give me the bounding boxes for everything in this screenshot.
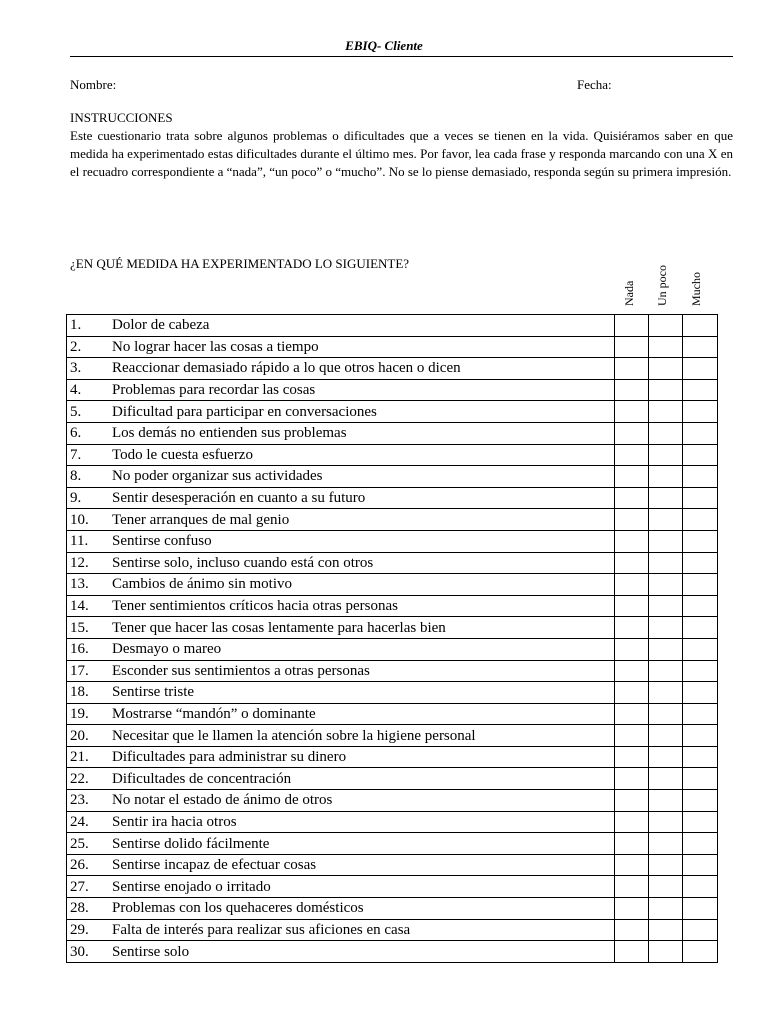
item-number: 25.: [70, 835, 89, 852]
checkbox-un-poco[interactable]: [649, 444, 683, 466]
table-row: [67, 315, 718, 337]
checkbox-un-poco[interactable]: [649, 919, 683, 941]
item-cell: [67, 919, 615, 941]
checkbox-mucho[interactable]: [683, 682, 718, 704]
table-row: [67, 703, 718, 725]
item-cell: [67, 725, 615, 747]
checkbox-un-poco[interactable]: [649, 358, 683, 380]
checkbox-un-poco[interactable]: [649, 790, 683, 812]
item-text: Falta de interés para realizar sus aficiones en casa: [112, 921, 411, 938]
checkbox-nada[interactable]: [615, 487, 649, 509]
item-text: Sentir desesperación en cuanto a su futuro: [112, 490, 366, 507]
checkbox-un-poco[interactable]: [649, 703, 683, 725]
name-label: Nombre:: [70, 77, 117, 92]
checkbox-nada[interactable]: [615, 552, 649, 574]
checkbox-un-poco[interactable]: [649, 725, 683, 747]
item-text: Sentirse dolido fácilmente: [112, 835, 270, 852]
table-row: [67, 725, 718, 747]
table-row: [67, 595, 718, 617]
item-number: 3.: [70, 360, 82, 377]
item-text: Sentir ira hacia otros: [112, 813, 237, 830]
checkbox-un-poco[interactable]: [649, 941, 683, 963]
item-cell: [67, 660, 615, 682]
column-header-nada: Nada: [622, 280, 636, 306]
table-row: [67, 530, 718, 552]
checkbox-un-poco[interactable]: [649, 595, 683, 617]
table-row: [67, 574, 718, 596]
item-number: 8.: [70, 468, 82, 485]
item-text: Tener que hacer las cosas lentamente para hacerlas bien: [112, 619, 446, 636]
checkbox-nada[interactable]: [615, 768, 649, 790]
item-number: 18.: [70, 684, 89, 701]
item-text: Sentirse incapaz de efectuar cosas: [112, 857, 317, 874]
checkbox-mucho[interactable]: [683, 898, 718, 920]
checkbox-nada[interactable]: [615, 422, 649, 444]
table-row: [67, 941, 718, 963]
checkbox-un-poco[interactable]: [649, 617, 683, 639]
item-text: Problemas para recordar las cosas: [112, 382, 316, 399]
checkbox-nada[interactable]: [615, 444, 649, 466]
checkbox-mucho[interactable]: [683, 854, 718, 876]
item-cell: [67, 854, 615, 876]
checkbox-mucho[interactable]: [683, 509, 718, 531]
checkbox-un-poco[interactable]: [649, 487, 683, 509]
item-number: 12.: [70, 554, 89, 571]
item-number: 17.: [70, 662, 89, 679]
table-row: [67, 401, 718, 423]
item-cell: [67, 703, 615, 725]
checkbox-nada[interactable]: [615, 725, 649, 747]
table-row: [67, 422, 718, 444]
questionnaire-table: [66, 314, 718, 963]
item-text: Tener arranques de mal genio: [112, 511, 290, 528]
checkbox-un-poco[interactable]: [649, 898, 683, 920]
item-text: Necesitar que le llamen la atención sobre la higiene personal: [112, 727, 476, 744]
checkbox-mucho[interactable]: [683, 444, 718, 466]
item-text: Sentirse enojado o irritado: [112, 878, 271, 895]
checkbox-nada[interactable]: [615, 746, 649, 768]
item-number: 29.: [70, 921, 89, 938]
checkbox-nada[interactable]: [615, 919, 649, 941]
item-number: 28.: [70, 900, 89, 917]
item-text: Problemas con los quehaceres domésticos: [112, 900, 364, 917]
item-cell: [67, 768, 615, 790]
table-row: [67, 682, 718, 704]
checkbox-mucho[interactable]: [683, 703, 718, 725]
table-row: [67, 746, 718, 768]
checkbox-mucho[interactable]: [683, 422, 718, 444]
table-row: [67, 768, 718, 790]
checkbox-mucho[interactable]: [683, 833, 718, 855]
checkbox-mucho[interactable]: [683, 574, 718, 596]
table-row: [67, 487, 718, 509]
item-cell: [67, 379, 615, 401]
checkbox-mucho[interactable]: [683, 530, 718, 552]
checkbox-un-poco[interactable]: [649, 466, 683, 488]
item-number: 23.: [70, 792, 89, 809]
checkbox-un-poco[interactable]: [649, 552, 683, 574]
checkbox-nada[interactable]: [615, 638, 649, 660]
table-row: [67, 898, 718, 920]
item-number: 21.: [70, 749, 89, 766]
item-text: No notar el estado de ánimo de otros: [112, 792, 333, 809]
table-row: [67, 444, 718, 466]
item-number: 22.: [70, 770, 89, 787]
checkbox-mucho[interactable]: [683, 725, 718, 747]
table-row: [67, 617, 718, 639]
table-row: [67, 833, 718, 855]
item-cell: [67, 466, 615, 488]
checkbox-nada[interactable]: [615, 595, 649, 617]
table-row: [67, 811, 718, 833]
checkbox-mucho[interactable]: [683, 358, 718, 380]
item-number: 14.: [70, 598, 89, 615]
checkbox-mucho[interactable]: [683, 401, 718, 423]
checkbox-mucho[interactable]: [683, 660, 718, 682]
checkbox-mucho[interactable]: [683, 379, 718, 401]
checkbox-mucho[interactable]: [683, 595, 718, 617]
checkbox-un-poco[interactable]: [649, 854, 683, 876]
table-row: [67, 358, 718, 380]
item-text: Todo le cuesta esfuerzo: [112, 446, 253, 463]
table-row: [67, 552, 718, 574]
checkbox-nada[interactable]: [615, 660, 649, 682]
checkbox-mucho[interactable]: [683, 768, 718, 790]
checkbox-mucho[interactable]: [683, 336, 718, 358]
item-cell: [67, 336, 615, 358]
item-cell: [67, 487, 615, 509]
checkbox-nada[interactable]: [615, 358, 649, 380]
item-text: Tener sentimientos críticos hacia otras personas: [112, 598, 398, 615]
item-text: Esconder sus sentimientos a otras personas: [112, 662, 370, 679]
checkbox-nada[interactable]: [615, 315, 649, 337]
instructions-text: Este cuestionario trata sobre algunos problemas o dificultades que a veces se tienen en la vida. Quisiéramos saber en que medida ha experimentado estas dificultades durante el último mes. Por favor, lea cada frase y responda marcando con una X en el recuadro correspondiente a “nada”, “un poco” o “mucho”. No se lo piense demasiado, responda según su primera impresión.: [70, 128, 733, 179]
checkbox-un-poco[interactable]: [649, 401, 683, 423]
item-cell: [67, 574, 615, 596]
checkbox-un-poco[interactable]: [649, 379, 683, 401]
item-text: Dificultades para administrar su dinero: [112, 749, 347, 766]
checkbox-nada[interactable]: [615, 379, 649, 401]
item-text: Dificultad para participar en conversaciones: [112, 403, 377, 420]
table-row: [67, 919, 718, 941]
item-cell: [67, 530, 615, 552]
document-title: EBIQ- Cliente: [345, 38, 423, 53]
table-row: [67, 876, 718, 898]
item-number: 7.: [70, 446, 82, 463]
item-cell: [67, 617, 615, 639]
checkbox-nada[interactable]: [615, 466, 649, 488]
checkbox-nada[interactable]: [615, 790, 649, 812]
item-cell: [67, 358, 615, 380]
checkbox-nada[interactable]: [615, 682, 649, 704]
item-cell: [67, 552, 615, 574]
item-text: Dificultades de concentración: [112, 770, 292, 787]
checkbox-nada[interactable]: [615, 509, 649, 531]
item-cell: [67, 833, 615, 855]
checkbox-mucho[interactable]: [683, 638, 718, 660]
checkbox-nada[interactable]: [615, 811, 649, 833]
column-header-un-poco: Un poco: [655, 265, 669, 306]
checkbox-un-poco[interactable]: [649, 876, 683, 898]
item-number: 30.: [70, 943, 89, 960]
table-row: [67, 660, 718, 682]
checkbox-un-poco[interactable]: [649, 422, 683, 444]
checkbox-mucho[interactable]: [683, 466, 718, 488]
checkbox-un-poco[interactable]: [649, 660, 683, 682]
checkbox-nada[interactable]: [615, 574, 649, 596]
item-cell: [67, 422, 615, 444]
item-cell: [67, 790, 615, 812]
checkbox-mucho[interactable]: [683, 919, 718, 941]
item-cell: [67, 444, 615, 466]
checkbox-mucho[interactable]: [683, 876, 718, 898]
item-cell: [67, 682, 615, 704]
checkbox-nada[interactable]: [615, 833, 649, 855]
item-cell: [67, 509, 615, 531]
item-number: 16.: [70, 641, 89, 658]
checkbox-nada[interactable]: [615, 401, 649, 423]
checkbox-mucho[interactable]: [683, 487, 718, 509]
item-number: 24.: [70, 813, 89, 830]
item-number: 19.: [70, 705, 89, 722]
item-number: 11.: [70, 533, 89, 550]
item-text: Mostrarse “mandón” o dominante: [112, 705, 316, 722]
checkbox-un-poco[interactable]: [649, 315, 683, 337]
title-divider: [70, 56, 733, 57]
item-text: No poder organizar sus actividades: [112, 468, 323, 485]
checkbox-nada[interactable]: [615, 617, 649, 639]
item-text: Sentirse triste: [112, 684, 195, 701]
item-text: Dolor de cabeza: [112, 317, 210, 334]
item-text: Los demás no entienden sus problemas: [112, 425, 347, 442]
checkbox-un-poco[interactable]: [649, 746, 683, 768]
item-text: Desmayo o mareo: [112, 641, 222, 658]
item-cell: [67, 595, 615, 617]
item-cell: [67, 811, 615, 833]
item-cell: [67, 898, 615, 920]
item-number: 4.: [70, 382, 82, 399]
item-number: 2.: [70, 338, 82, 355]
checkbox-un-poco[interactable]: [649, 682, 683, 704]
checkbox-nada[interactable]: [615, 876, 649, 898]
checkbox-nada[interactable]: [615, 703, 649, 725]
table-row: [67, 336, 718, 358]
checkbox-mucho[interactable]: [683, 941, 718, 963]
item-cell: [67, 638, 615, 660]
item-number: 15.: [70, 619, 89, 636]
item-cell: [67, 401, 615, 423]
item-number: 27.: [70, 878, 89, 895]
table-row: [67, 466, 718, 488]
item-cell: [67, 315, 615, 337]
question-heading: ¿EN QUÉ MEDIDA HA EXPERIMENTADO LO SIGUIENTE?: [70, 256, 410, 271]
table-row: [67, 790, 718, 812]
item-number: 26.: [70, 857, 89, 874]
table-row: [67, 379, 718, 401]
table-row: [67, 854, 718, 876]
item-number: 9.: [70, 490, 82, 507]
item-number: 13.: [70, 576, 89, 593]
checkbox-mucho[interactable]: [683, 617, 718, 639]
item-text: Sentirse solo, incluso cuando está con otros: [112, 554, 374, 571]
item-text: Sentirse confuso: [112, 533, 212, 550]
column-header-mucho: Mucho: [689, 272, 703, 306]
checkbox-un-poco[interactable]: [649, 768, 683, 790]
checkbox-un-poco[interactable]: [649, 811, 683, 833]
checkbox-mucho[interactable]: [683, 552, 718, 574]
checkbox-mucho[interactable]: [683, 811, 718, 833]
item-text: Reaccionar demasiado rápido a lo que otros hacen o dicen: [112, 360, 461, 377]
item-number: 20.: [70, 727, 89, 744]
checkbox-nada[interactable]: [615, 941, 649, 963]
table-row: [67, 638, 718, 660]
checkbox-un-poco[interactable]: [649, 509, 683, 531]
item-number: 5.: [70, 403, 82, 420]
checkbox-un-poco[interactable]: [649, 574, 683, 596]
instructions-heading: INSTRUCCIONES: [70, 110, 173, 125]
checkbox-nada[interactable]: [615, 854, 649, 876]
item-cell: [67, 941, 615, 963]
checkbox-un-poco[interactable]: [649, 336, 683, 358]
checkbox-nada[interactable]: [615, 530, 649, 552]
item-cell: [67, 876, 615, 898]
item-number: 1.: [70, 317, 82, 334]
item-cell: [67, 746, 615, 768]
item-number: 10.: [70, 511, 89, 528]
checkbox-mucho[interactable]: [683, 790, 718, 812]
checkbox-nada[interactable]: [615, 336, 649, 358]
item-text: No lograr hacer las cosas a tiempo: [112, 338, 319, 355]
item-text: Sentirse solo: [112, 943, 190, 960]
checkbox-un-poco[interactable]: [649, 833, 683, 855]
checkbox-un-poco[interactable]: [649, 530, 683, 552]
checkbox-nada[interactable]: [615, 898, 649, 920]
date-label: Fecha:: [577, 77, 612, 92]
item-number: 6.: [70, 425, 82, 442]
table-row: [67, 509, 718, 531]
checkbox-mucho[interactable]: [683, 746, 718, 768]
checkbox-mucho[interactable]: [683, 315, 718, 337]
checkbox-un-poco[interactable]: [649, 638, 683, 660]
item-text: Cambios de ánimo sin motivo: [112, 576, 292, 593]
questionnaire-table-body: [67, 315, 718, 963]
